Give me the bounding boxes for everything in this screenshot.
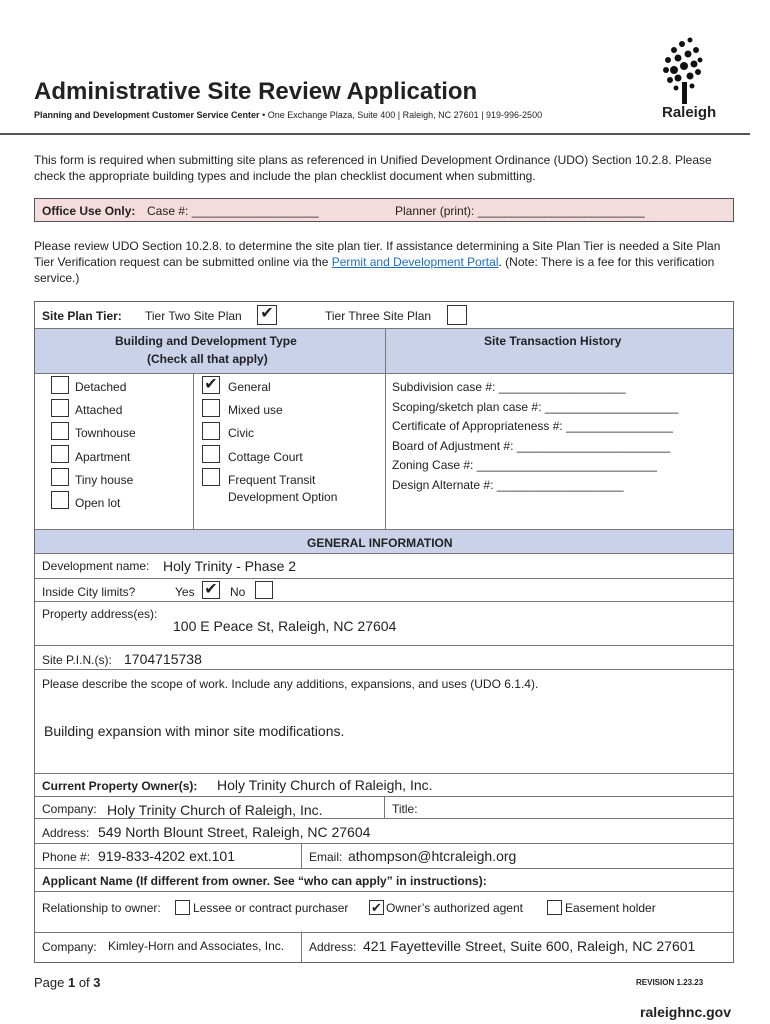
transaction-history-header: Site Transaction History bbox=[484, 334, 622, 348]
cottage-court-label: Cottage Court bbox=[228, 450, 303, 464]
divider bbox=[35, 932, 733, 933]
relationship-label: Relationship to owner: bbox=[42, 901, 161, 915]
site-plan-tier-label: Site Plan Tier: bbox=[42, 309, 122, 323]
divider bbox=[35, 773, 733, 774]
owner-company-value[interactable]: Holy Trinity Church of Raleigh, Inc. bbox=[107, 802, 323, 818]
footer-url: raleighnc.gov bbox=[640, 1004, 732, 1020]
owner-company-label: Company: bbox=[42, 802, 97, 816]
civic-label: Civic bbox=[228, 426, 254, 440]
divider bbox=[35, 645, 733, 646]
page-prefix: Page bbox=[34, 975, 68, 990]
development-name-value[interactable]: Holy Trinity - Phase 2 bbox=[163, 558, 297, 574]
lessee-checkbox[interactable] bbox=[175, 900, 190, 915]
divider bbox=[35, 578, 733, 579]
subtitle-address: • One Exchange Plaza, Suite 400 | Raleigh, NC 27601 | 919-996-2500 bbox=[259, 110, 543, 120]
page-number: 1 bbox=[67, 975, 76, 990]
logo-text: Raleigh bbox=[662, 104, 717, 121]
building-type-subheader: (Check all that apply) bbox=[147, 352, 268, 366]
current-owner-label: Current Property Owner(s): bbox=[42, 779, 198, 793]
owner-address-label: Address: bbox=[42, 826, 90, 840]
history-item: Zoning Case #: ___________________________ bbox=[392, 458, 657, 472]
history-item: Scoping/sketch plan case #: ____________________ bbox=[392, 400, 679, 414]
property-address-label: Property address(es): bbox=[42, 607, 158, 621]
review-text-after: . (Note: There is a fee for this verification service.) bbox=[34, 255, 715, 285]
townhouse-checkbox[interactable] bbox=[51, 422, 69, 440]
portal-link[interactable]: Permit and Development Portal bbox=[331, 255, 499, 269]
apartment-checkbox[interactable] bbox=[51, 445, 69, 463]
attached-checkbox[interactable] bbox=[51, 399, 69, 417]
revision-label: REVISION 1.23.23 bbox=[636, 978, 704, 987]
development-option-label: Development Option bbox=[228, 490, 338, 504]
divider bbox=[301, 843, 302, 868]
authorized-agent-label: Owner’s authorized agent bbox=[386, 901, 523, 915]
civic-checkbox[interactable] bbox=[202, 422, 220, 440]
history-item: Design Alternate #: ___________________ bbox=[392, 478, 624, 492]
form-title: Administrative Site Review Application bbox=[34, 78, 478, 105]
lessee-label: Lessee or contract purchaser bbox=[193, 901, 349, 915]
page-indicator bbox=[34, 975, 101, 990]
authorized-agent-checkbox[interactable]: ✔ bbox=[369, 900, 384, 915]
office-use-label: Office Use Only: bbox=[42, 204, 136, 218]
apartment-label: Apartment bbox=[75, 450, 131, 464]
detached-checkbox[interactable] bbox=[51, 376, 69, 394]
townhouse-label: Townhouse bbox=[75, 426, 136, 440]
divider bbox=[35, 601, 733, 602]
applicant-company-label: Company: bbox=[42, 940, 97, 954]
owner-title-label: Title: bbox=[392, 802, 418, 816]
applicant-address-label: Address: bbox=[309, 940, 357, 954]
scope-value[interactable]: Building expansion with minor site modifications. bbox=[44, 723, 345, 739]
owner-phone-value[interactable]: 919-833-4202 ext.101 bbox=[98, 848, 235, 864]
frequent-transit-checkbox[interactable] bbox=[202, 468, 220, 486]
tiny-house-checkbox[interactable] bbox=[51, 468, 69, 486]
office-planner-field: Planner (print): _________________________ bbox=[395, 204, 645, 218]
mixed-use-checkbox[interactable] bbox=[202, 399, 220, 417]
history-item: Board of Adjustment #: _______________________ bbox=[392, 439, 671, 453]
city-no-label: No bbox=[230, 585, 246, 599]
owner-email-value[interactable]: athompson@htcraleigh.org bbox=[348, 848, 517, 864]
open-lot-checkbox[interactable] bbox=[51, 491, 69, 509]
divider bbox=[35, 818, 733, 819]
easement-holder-checkbox[interactable] bbox=[547, 900, 562, 915]
tier-three-label: Tier Three Site Plan bbox=[325, 309, 432, 323]
site-pin-value[interactable]: 1704715738 bbox=[124, 651, 202, 667]
divider bbox=[193, 373, 194, 529]
easement-holder-label: Easement holder bbox=[565, 901, 656, 915]
owner-phone-label: Phone #: bbox=[42, 850, 91, 864]
mixed-use-label: Mixed use bbox=[228, 403, 283, 417]
property-address-value[interactable]: 100 E Peace St, Raleigh, NC 27604 bbox=[173, 618, 397, 634]
attached-label: Attached bbox=[75, 403, 123, 417]
general-info-header: GENERAL INFORMATION bbox=[307, 536, 453, 550]
cottage-court-checkbox[interactable] bbox=[202, 445, 220, 463]
divider bbox=[384, 796, 385, 818]
divider bbox=[35, 868, 733, 869]
intro-text: This form is required when submitting site plans as referenced in Unified Development Ordinance (UDO) Section 10.2.8. Please check the appropriate building types and include the plan checklist document when submitting. bbox=[34, 153, 712, 183]
site-pin-label: Site P.I.N.(s): bbox=[42, 653, 112, 667]
current-owner-value[interactable]: Holy Trinity Church of Raleigh, Inc. bbox=[217, 777, 433, 793]
owner-email-label: Email: bbox=[309, 850, 343, 864]
detached-label: Detached bbox=[75, 380, 127, 394]
page-of: of bbox=[75, 975, 94, 990]
development-name-label: Development name: bbox=[42, 559, 150, 573]
divider bbox=[35, 669, 733, 670]
history-item: Certificate of Appropriateness #: ________________ bbox=[392, 419, 673, 433]
open-lot-label: Open lot bbox=[75, 496, 121, 510]
divider bbox=[35, 843, 733, 844]
form-subtitle bbox=[34, 110, 542, 120]
applicant-name-label: Applicant Name (If different from owner. See “who can apply” in instructions): bbox=[42, 874, 487, 888]
tier-three-checkbox[interactable] bbox=[447, 305, 467, 325]
subtitle-center: Planning and Development Customer Service Center bbox=[34, 110, 260, 120]
applicant-company-value[interactable]: Kimley-Horn and Associates, Inc. bbox=[108, 939, 285, 953]
building-type-header: Building and Development Type bbox=[115, 334, 297, 348]
general-label: General bbox=[228, 380, 271, 394]
city-yes-label: Yes bbox=[175, 585, 195, 599]
city-yes-checkbox[interactable]: ✔ bbox=[202, 581, 220, 599]
divider bbox=[35, 553, 733, 554]
city-limits-label: Inside City limits? bbox=[42, 585, 136, 599]
page-total: 3 bbox=[93, 975, 101, 990]
form-table bbox=[34, 301, 734, 963]
office-use-bar bbox=[34, 198, 734, 222]
history-item: Subdivision case #: ___________________ bbox=[392, 380, 626, 394]
applicant-address-value[interactable]: 421 Fayetteville Street, Suite 600, Raleigh, NC 27601 bbox=[363, 938, 696, 954]
tiny-house-label: Tiny house bbox=[75, 473, 134, 487]
scope-label: Please describe the scope of work. Include any additions, expansions, and uses (UDO 6.1.4). bbox=[42, 677, 539, 691]
city-no-checkbox[interactable] bbox=[255, 581, 273, 599]
owner-address-value[interactable]: 549 North Blount Street, Raleigh, NC 27604 bbox=[98, 824, 371, 840]
tier-two-label: Tier Two Site Plan bbox=[145, 309, 242, 323]
tier-two-checkbox[interactable]: ✔ bbox=[257, 305, 277, 325]
office-case-field: Case #: ___________________ bbox=[147, 204, 319, 218]
divider bbox=[35, 373, 733, 374]
divider bbox=[35, 891, 733, 892]
header-divider bbox=[0, 133, 750, 135]
divider bbox=[385, 329, 386, 529]
review-text bbox=[34, 238, 734, 286]
frequent-transit-label: Frequent Transit bbox=[228, 473, 316, 487]
review-text-before: Please review UDO Section 10.2.8. to determine the site plan tier. If assistance determining a Site Plan Tier is needed a Site Plan Tier Verification request can be submitted online via the bbox=[34, 239, 721, 269]
general-checkbox[interactable]: ✔ bbox=[202, 376, 220, 394]
divider bbox=[301, 932, 302, 962]
